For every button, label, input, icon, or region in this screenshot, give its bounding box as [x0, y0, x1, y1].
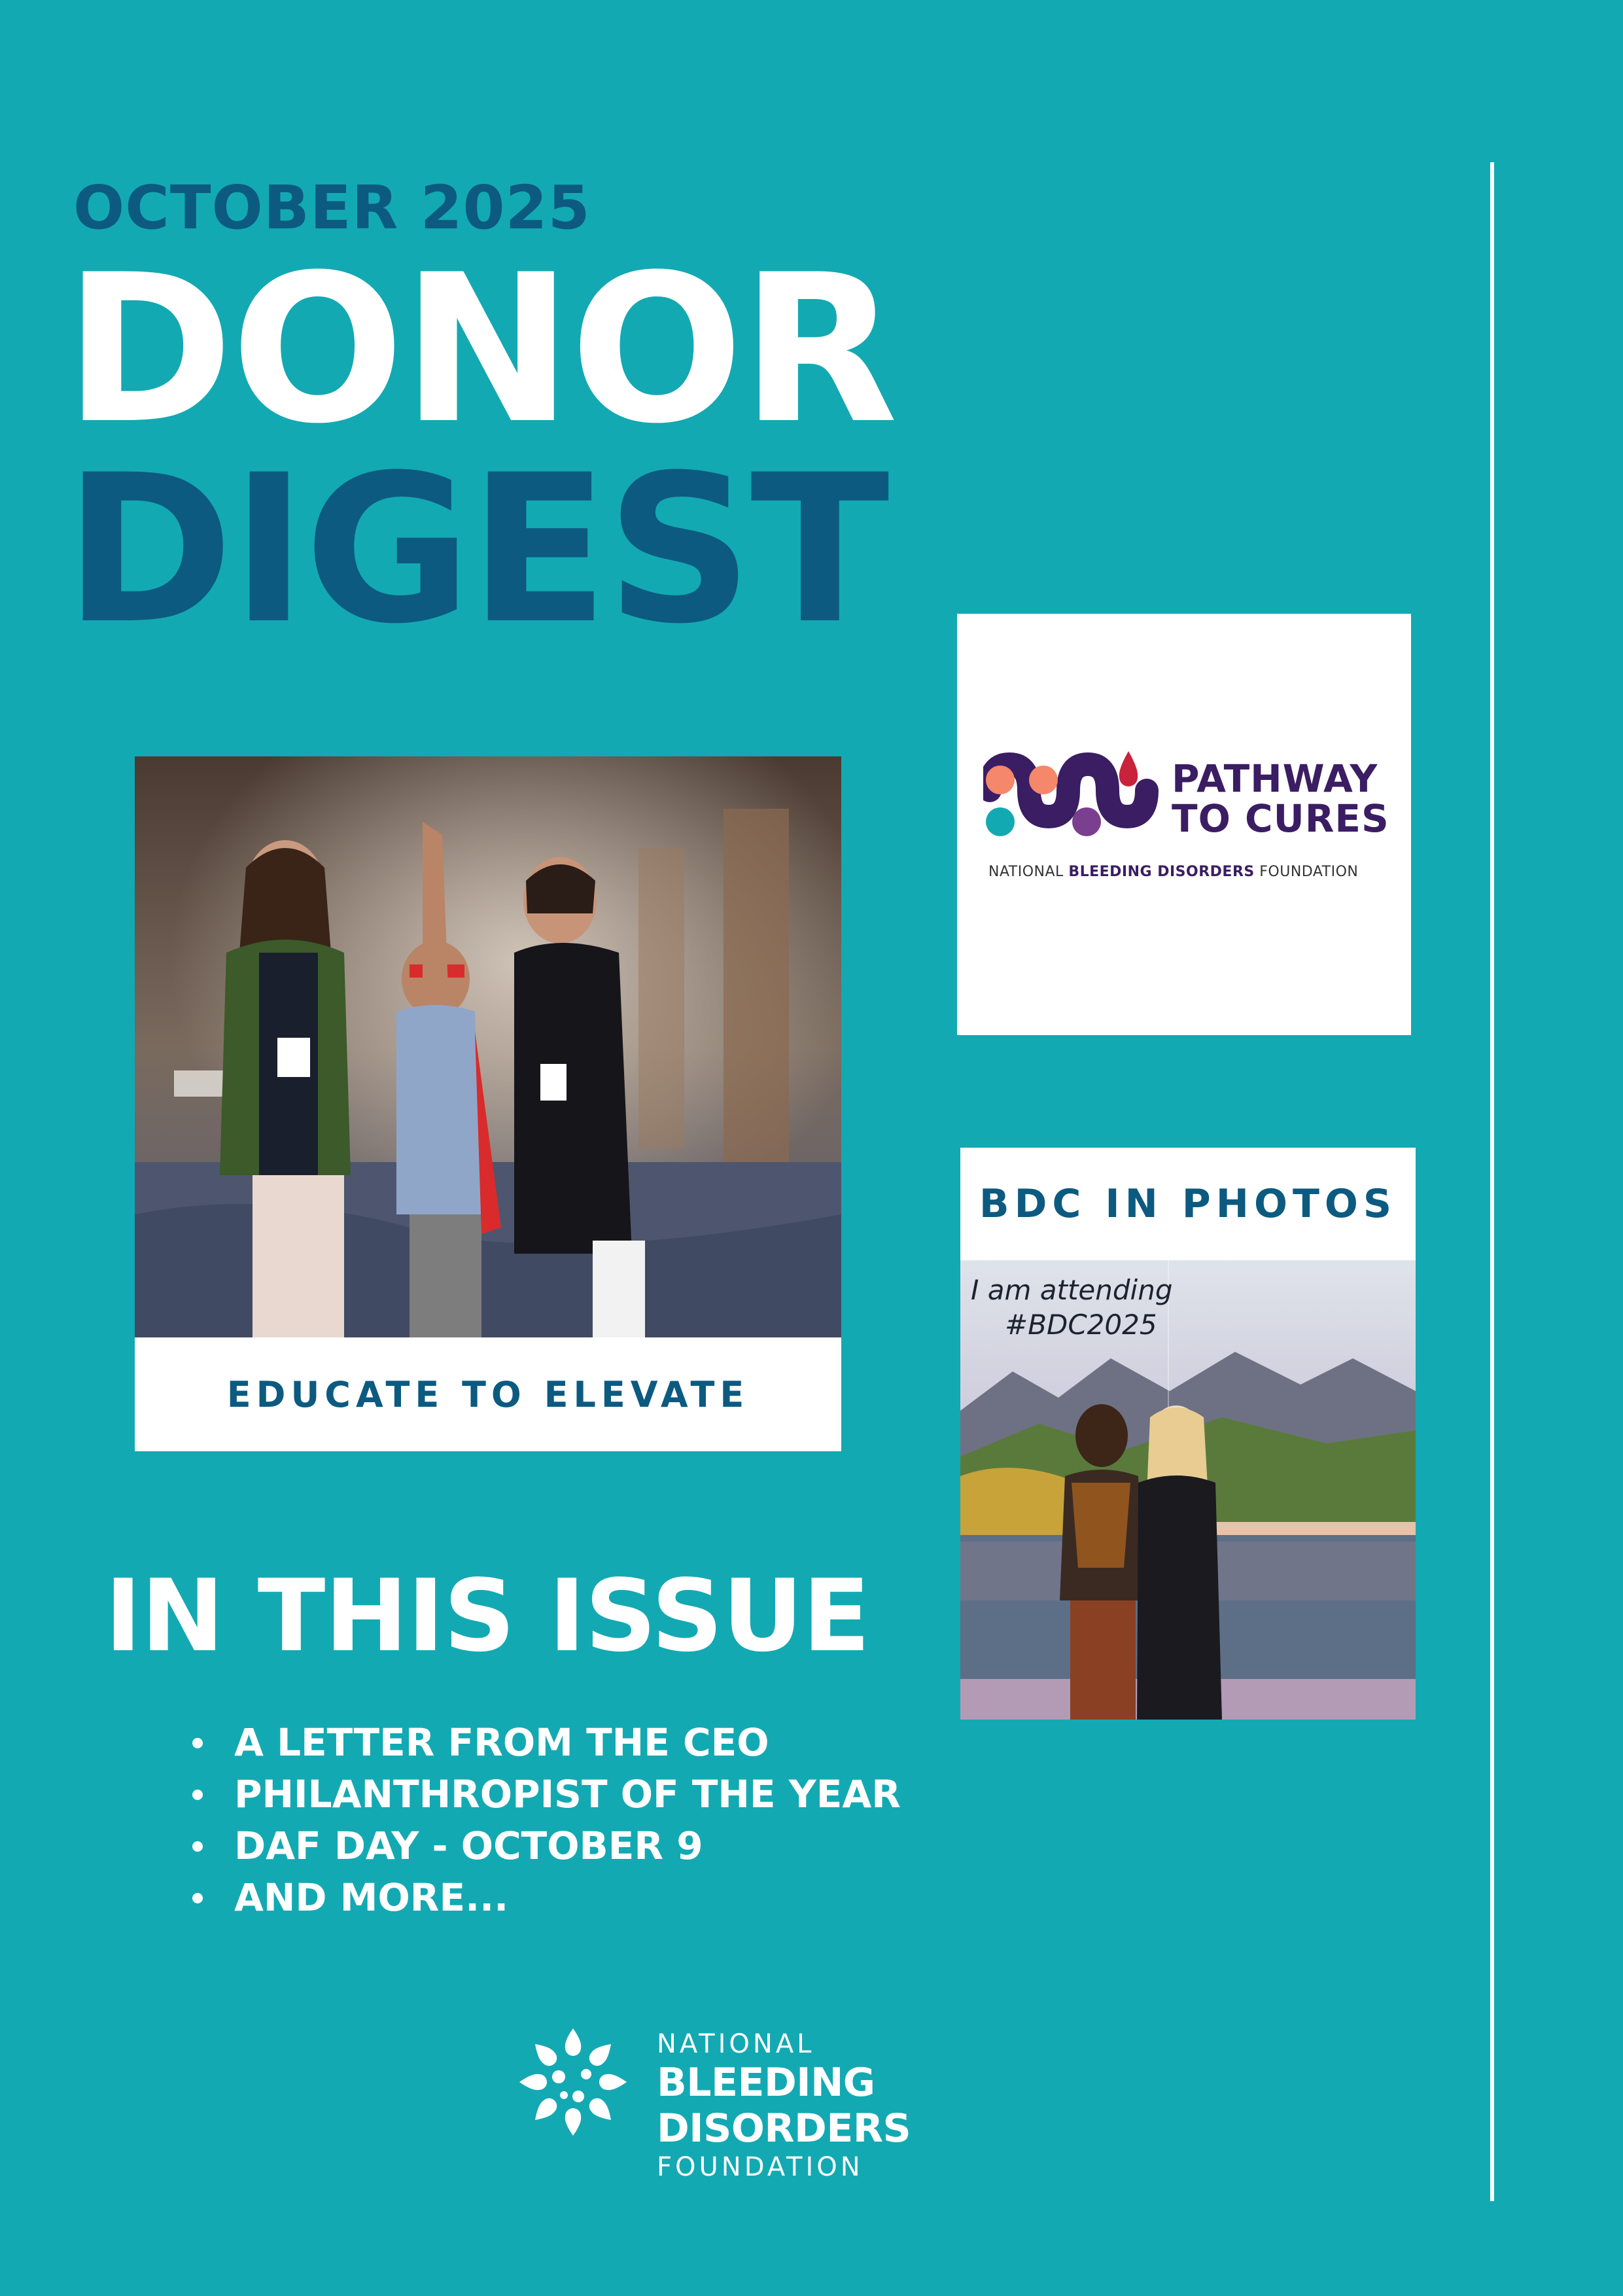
pathway-title-line1: PATHWAY — [1172, 756, 1378, 801]
issue-date: OCTOBER 2025 — [73, 173, 591, 243]
title-donor: DONOR — [64, 230, 896, 468]
attending-line1: I am attending — [971, 1274, 1173, 1306]
feature-caption: EDUCATE TO ELEVATE — [226, 1373, 750, 1415]
list-item: PHILANTHROPIST OF THE YEAR — [190, 1769, 901, 1820]
pathway-sub-bold: BLEEDING DISORDERS — [1068, 864, 1255, 880]
attending-sign-text — [971, 1273, 1172, 1342]
nbdf-footer-logo — [514, 2023, 1116, 2182]
list-item: AND MORE... — [190, 1872, 901, 1924]
pathway-sub-pre: NATIONAL — [988, 864, 1069, 880]
footer-line1: NATIONAL — [657, 2029, 815, 2059]
bdc-photos-card[interactable] — [960, 1148, 1416, 1720]
list-item: A LETTER FROM THE CEO — [190, 1717, 901, 1769]
issue-contents-list — [190, 1717, 901, 1924]
pathway-sub-post: FOUNDATION — [1254, 864, 1359, 880]
bdc-photo — [960, 1260, 1416, 1720]
pathway-logo-icon — [983, 751, 1160, 843]
list-item: DAF DAY - OCTOBER 9 — [190, 1820, 901, 1872]
attending-line2: #BDC2025 — [1005, 1308, 1157, 1341]
title-digest: DIGEST — [64, 431, 887, 669]
pathway-subtitle — [988, 864, 1358, 880]
footer-line2: BLEEDING DISORDERS — [657, 2060, 911, 2151]
feature-photo — [135, 756, 841, 1337]
drop-flower-icon — [514, 2023, 632, 2141]
feature-card[interactable] — [135, 756, 841, 1451]
vertical-divider — [1490, 162, 1494, 2201]
footer-line3: FOUNDATION — [657, 2152, 864, 2182]
pathway-to-cures-card[interactable] — [957, 614, 1411, 1035]
pathway-title-line2: TO CURES — [1172, 796, 1389, 841]
nbdf-wordmark — [657, 2028, 1116, 2183]
bdc-heading: BDC IN PHOTOS — [979, 1181, 1397, 1227]
pathway-title — [1172, 756, 1389, 841]
in-this-issue-heading: IN THIS ISSUE — [105, 1558, 870, 1674]
